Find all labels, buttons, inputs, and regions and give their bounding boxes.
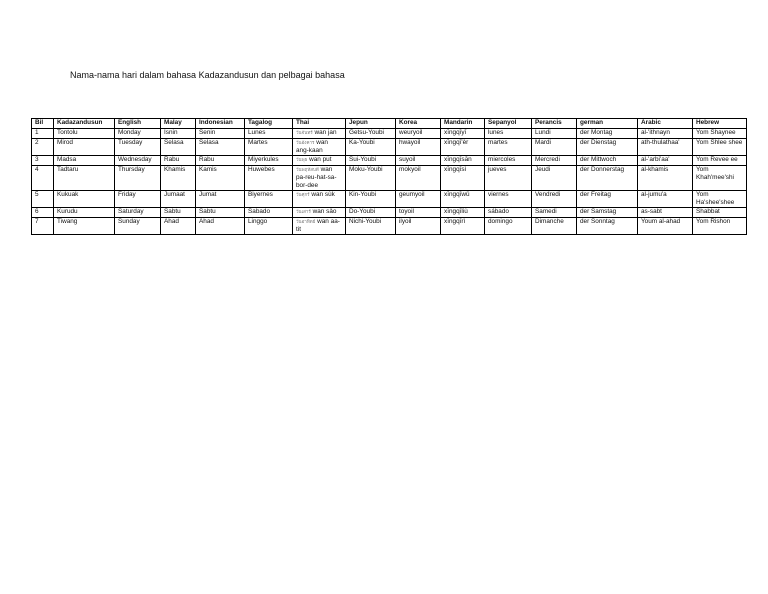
cell-sepanyol: viernes [485,191,532,208]
thai-script: วันพุธ [296,157,308,162]
cell-arabic: ath-thulathaa' [638,139,693,156]
cell-arabic: Youm al-ahad [638,218,693,235]
cell-thai [293,208,346,218]
cell-bil: 7 [32,218,54,235]
thai-romanized: wan sǎo [312,208,337,215]
cell-korea: geumyoil [396,191,441,208]
cell-indonesian: Sabtu [196,208,245,218]
thai-romanized: wan aa-tit [296,218,340,233]
table-row [32,139,747,156]
cell-english: Tuesday [115,139,161,156]
cell-jepun: Getsu-Youbi [346,129,396,139]
cell-malay: Ahad [161,218,196,235]
cell-hebrew: Yom Ha'shee'shee [693,191,747,208]
cell-tagalog: Miyerkules [245,156,293,166]
cell-sepanyol: sábado [485,208,532,218]
cell-sepanyol: lunes [485,129,532,139]
cell-thai [293,218,346,235]
cell-german: der Donnerstag [577,166,638,191]
cell-english: Thursday [115,166,161,191]
cell-mandarin: xīngqīwǔ [441,191,485,208]
cell-tagalog: Martes [245,139,293,156]
thai-script: วันจันทร์ [296,130,313,135]
cell-mandarin: xīngqī'èr [441,139,485,156]
thai-romanized: wan sùk [311,191,335,198]
thai-script: วันเสาร์ [296,209,311,214]
table-row [32,156,747,166]
cell-german: der Samstag [577,208,638,218]
thai-romanized: wan jan [314,129,337,136]
cell-hebrew: Yom Shlee shee [693,139,747,156]
cell-sepanyol: miercoles [485,156,532,166]
cell-sepanyol: domingo [485,218,532,235]
cell-german: der Mittwoch [577,156,638,166]
cell-hebrew: Yom Revee ee [693,156,747,166]
cell-tagalog: Sabado [245,208,293,218]
cell-indonesian: Rabu [196,156,245,166]
cell-malay: Khamis [161,166,196,191]
cell-jepun: Ka-Youbi [346,139,396,156]
table-row [32,191,747,208]
cell-english: Monday [115,129,161,139]
cell-arabic: al-khamis [638,166,693,191]
table-row [32,166,747,191]
cell-thai [293,191,346,208]
cell-bil: 6 [32,208,54,218]
cell-english: Sunday [115,218,161,235]
cell-korea: ilyoil [396,218,441,235]
cell-jepun: Sui-Youbi [346,156,396,166]
cell-korea: weuryoil [396,129,441,139]
header-jepun: Jepun [346,119,396,129]
cell-sepanyol: martes [485,139,532,156]
header-kadazandusun: Kadazandusun [54,119,115,129]
cell-bil: 1 [32,129,54,139]
cell-hebrew: Yom Khah'mee'shi [693,166,747,191]
cell-kadazandusun: Madsa [54,156,115,166]
cell-kadazandusun: Tiwang [54,218,115,235]
cell-indonesian: Senin [196,129,245,139]
cell-german: der Freitag [577,191,638,208]
cell-arabic: al-jumu'a [638,191,693,208]
cell-mandarin: xīngqīsì [441,166,485,191]
days-table [31,118,747,235]
header-thai: Thai [293,119,346,129]
cell-arabic: as-sabt [638,208,693,218]
cell-kadazandusun: Kukuak [54,191,115,208]
header-korea: Korea [396,119,441,129]
thai-romanized: wan put [309,156,332,163]
header-hebrew: Hebrew [693,119,747,129]
thai-romanized: wan pa-reu-hat-sa-bor-dee [296,166,337,189]
cell-perancis: Lundi [532,129,577,139]
table-row [32,218,747,235]
header-indonesian: Indonesian [196,119,245,129]
header-bil: Bil [32,119,54,129]
cell-sepanyol: jueves [485,166,532,191]
cell-mandarin: xīngqīrì [441,218,485,235]
thai-script: วันอังคาร [296,140,315,145]
cell-thai [293,129,346,139]
header-malay: Malay [161,119,196,129]
header-arabic: Arabic [638,119,693,129]
thai-romanized: wan ang-kaan [296,139,328,154]
cell-mandarin: xīngqīyī [441,129,485,139]
cell-indonesian: Kamis [196,166,245,191]
table-row [32,208,747,218]
thai-script: วันศุกร์ [296,192,310,197]
cell-perancis: Samedi [532,208,577,218]
cell-jepun: Nichi-Youbi [346,218,396,235]
thai-script: วันพฤหัสบดี [296,167,319,172]
cell-malay: Isnin [161,129,196,139]
cell-bil: 4 [32,166,54,191]
document-title: Nama-nama hari dalam bahasa Kadazandusun dan pelbagai bahasa [70,70,345,80]
cell-tagalog: Biyernes [245,191,293,208]
cell-korea: mokyoil [396,166,441,191]
header-german: german [577,119,638,129]
cell-kadazandusun: Tadtaru [54,166,115,191]
cell-tagalog: Linggo [245,218,293,235]
cell-korea: hwayoil [396,139,441,156]
cell-malay: Selasa [161,139,196,156]
cell-korea: toyoil [396,208,441,218]
cell-kadazandusun: Tontolu [54,129,115,139]
cell-german: der Montag [577,129,638,139]
cell-jepun: Do-Youbi [346,208,396,218]
cell-malay: Sabtu [161,208,196,218]
cell-kadazandusun: Mirod [54,139,115,156]
cell-kadazandusun: Kurudu [54,208,115,218]
cell-german: der Dienstag [577,139,638,156]
cell-thai [293,156,346,166]
cell-thai [293,166,346,191]
cell-hebrew: Shabbat [693,208,747,218]
cell-perancis: Mercredi [532,156,577,166]
cell-perancis: Dimanche [532,218,577,235]
cell-jepun: Kin-Youbi [346,191,396,208]
cell-arabic: al-'ithnayn [638,129,693,139]
cell-mandarin: xīngqīliù [441,208,485,218]
thai-script: วันอาทิตย์ [296,219,316,224]
cell-malay: Rabu [161,156,196,166]
cell-mandarin: xīngqīsān [441,156,485,166]
cell-english: Saturday [115,208,161,218]
cell-tagalog: Huwebes [245,166,293,191]
cell-indonesian: Jumat [196,191,245,208]
cell-german: der Sonntag [577,218,638,235]
header-perancis: Perancis [532,119,577,129]
cell-english: Friday [115,191,161,208]
cell-english: Wednesday [115,156,161,166]
cell-malay: Jumaat [161,191,196,208]
cell-tagalog: Lunes [245,129,293,139]
cell-perancis: Vendredi [532,191,577,208]
cell-indonesian: Selasa [196,139,245,156]
table-row [32,129,747,139]
cell-thai [293,139,346,156]
cell-bil: 5 [32,191,54,208]
cell-korea: suyoil [396,156,441,166]
cell-indonesian: Ahad [196,218,245,235]
cell-bil: 3 [32,156,54,166]
table-header-row [32,119,747,129]
cell-arabic: al-'arbi'aa' [638,156,693,166]
cell-perancis: Jeudi [532,166,577,191]
cell-hebrew: Yom Shaynee [693,129,747,139]
cell-bil: 2 [32,139,54,156]
cell-hebrew: Yom Rishon [693,218,747,235]
header-english: English [115,119,161,129]
cell-perancis: Mardi [532,139,577,156]
header-mandarin: Mandarin [441,119,485,129]
header-sepanyol: Sepanyol [485,119,532,129]
header-tagalog: Tagalog [245,119,293,129]
cell-jepun: Moku-Youbi [346,166,396,191]
